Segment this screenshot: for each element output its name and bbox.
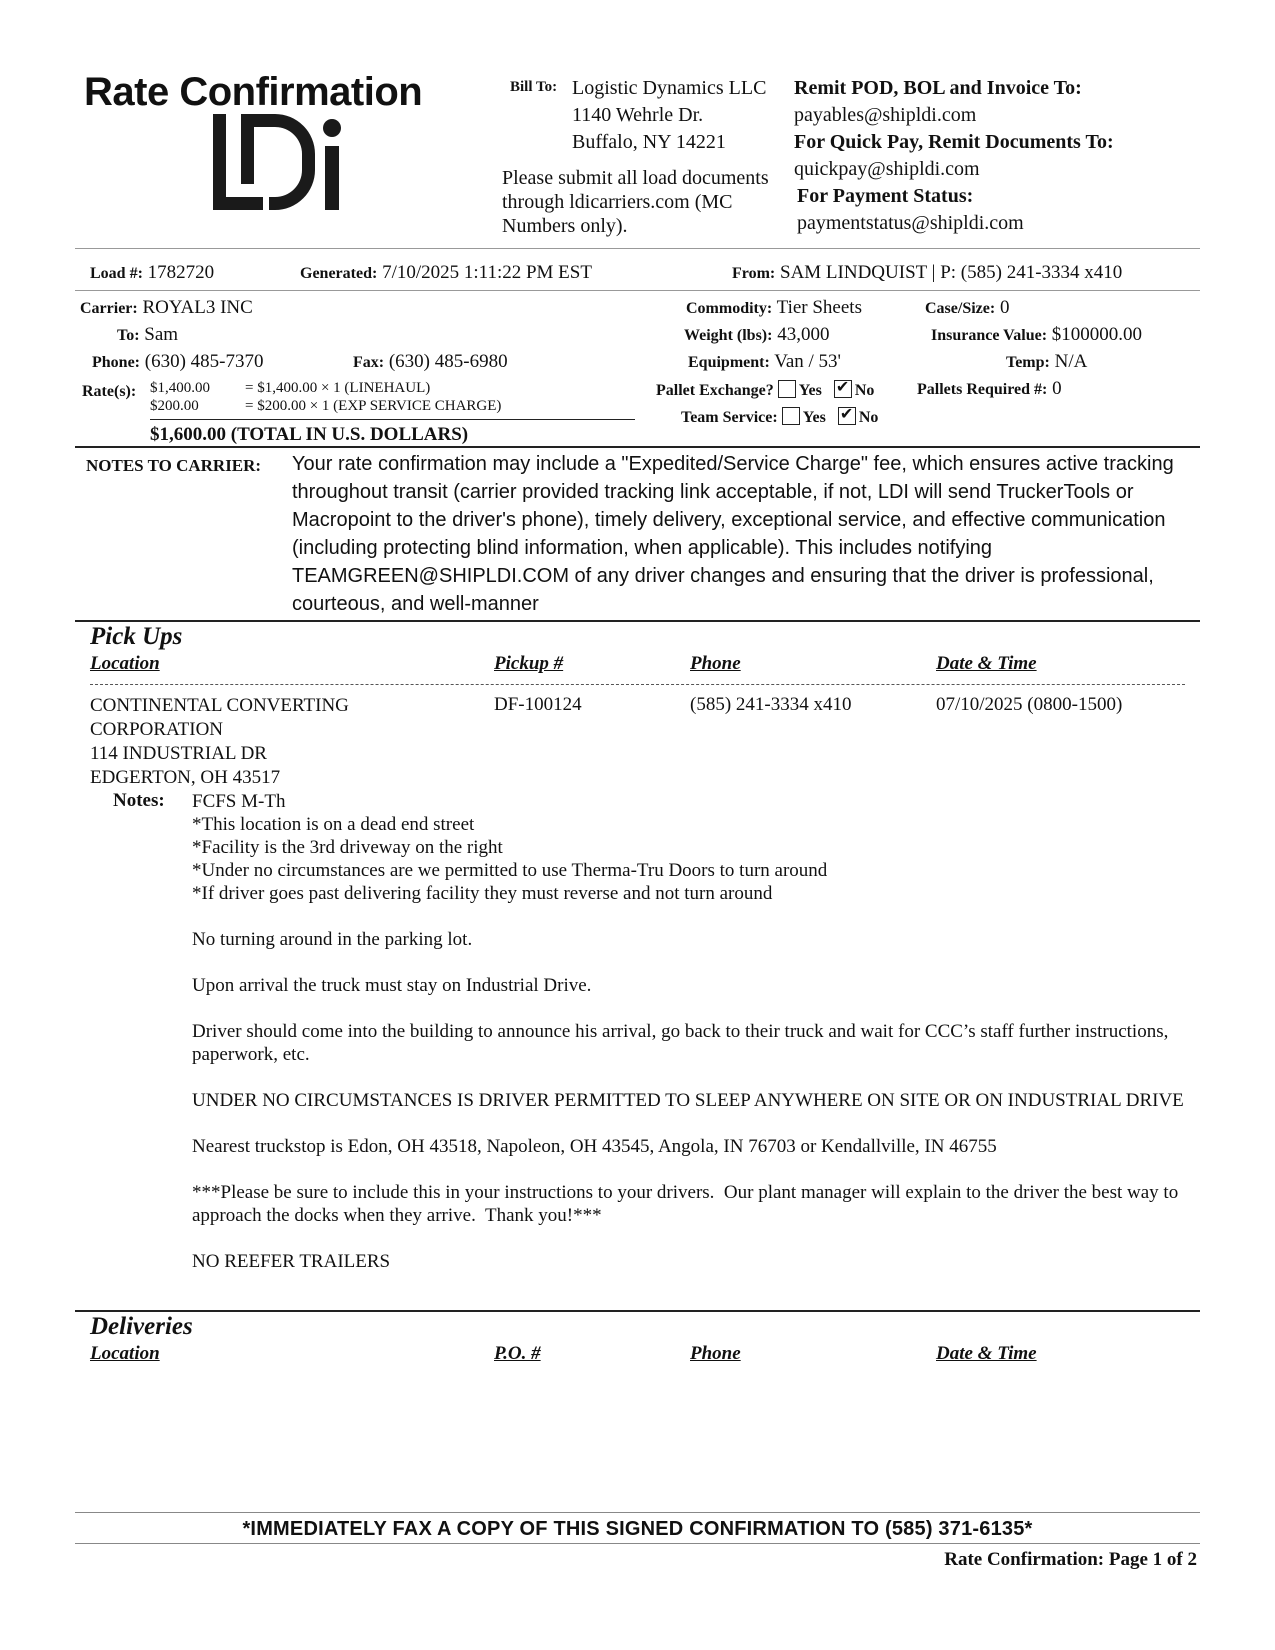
insurance-value: $100000.00 — [1051, 324, 1143, 345]
fax-instruction: *IMMEDIATELY FAX A COPY OF THIS SIGNED CONFIRMATION TO (585) 371-6135* — [242, 1518, 1033, 1540]
yes-label: Yes — [798, 382, 822, 399]
pallets-required-value: 0 — [1052, 378, 1062, 399]
pickup-notes: FCFS M-Th *This location is on a dead end street *Facility is the 3rd driveway on the right *Under no circumstances are we permitted to use Therma-Tru Doors to turn around *If driver goes past delivering facility they must reverse and not turn around No turning around in the parking lot. Upon arrival the truck must stay on Industrial Drive. Driver should come into the building to announce his arrival, go back to their truck and wait for CCC’s staff further instructions, paperwork, etc. UNDER NO CIRCUMSTANCES IS DRIVER PERMITTED TO SLEEP ANYWHERE ON SITE OR ON INDUSTRIAL DRIVE Nearest truckstop is Edon, OH 43518, Napoleon, OH 43545, Angola, IN 76703 or Kendallville, IN 46755 ***Please be sure to include this in your instructions to your drivers. Our plant manager will explain to the driver the best way to approach the docks when they arrive. Thank you!*** NO REEFER TRAILERS — [192, 791, 1184, 1272]
from-field — [732, 262, 1122, 284]
pickups-col-date: Date & Time — [936, 653, 1037, 674]
pallet-exchange-field — [656, 380, 874, 400]
temp-value: N/A — [1054, 351, 1088, 372]
fax-field — [353, 351, 508, 373]
commodity-label: Commodity: — [686, 300, 773, 317]
pickup-notes-label: Notes: — [113, 790, 165, 811]
divider — [75, 446, 1200, 448]
equipment-field — [688, 351, 841, 373]
load-label: Load #: — [90, 265, 143, 282]
bill-to-line: Buffalo, NY 14221 — [572, 131, 726, 153]
remit-heading: Remit POD, BOL and Invoice To: — [794, 77, 1082, 99]
divider — [75, 1543, 1200, 1544]
ldi-logo — [213, 114, 353, 210]
divider — [75, 1310, 1200, 1312]
team-service-field — [681, 407, 878, 427]
deliveries-col-po: P.O. # — [494, 1343, 541, 1364]
phone-field — [92, 351, 263, 373]
rate-amount: $1,400.00 — [150, 380, 210, 396]
divider — [75, 290, 1200, 291]
phone-label: Phone: — [92, 354, 140, 371]
pickup-phone: (585) 241-3334 x410 — [690, 694, 852, 715]
phone-value: (630) 485-7370 — [144, 351, 264, 372]
carrier-label: Carrier: — [80, 300, 138, 317]
submit-note: Please submit all load documents through ldicarriers.com (MC Numbers only). — [502, 167, 769, 237]
deliveries-col-phone: Phone — [690, 1343, 741, 1364]
pallets-required-label: Pallets Required #: — [917, 381, 1048, 398]
location-line: CONTINENTAL CONVERTING — [90, 695, 349, 716]
weight-value: 43,000 — [777, 324, 830, 345]
payment-status-heading: For Payment Status: — [797, 185, 974, 207]
location-line: 114 INDUSTRIAL DR — [90, 743, 267, 764]
temp-field — [1006, 351, 1087, 373]
rates-label: Rate(s): — [82, 383, 137, 400]
case-size-label: Case/Size: — [925, 300, 996, 317]
no-label: No — [858, 409, 879, 426]
remit-info — [794, 75, 1114, 237]
document-title: Rate Confirmation — [84, 70, 423, 114]
insurance-label: Insurance Value: — [931, 327, 1048, 344]
pickups-col-phone: Phone — [690, 653, 741, 674]
pallet-exchange-yes-checkbox[interactable] — [778, 380, 796, 398]
pickup-number: DF-100124 — [494, 694, 582, 715]
generated-value: 7/10/2025 1:11:22 PM EST — [382, 262, 592, 283]
page-number: Rate Confirmation: Page 1 of 2 — [944, 1549, 1197, 1570]
rate-description: = $1,400.00 × 1 (LINEHAUL) — [245, 380, 431, 396]
pickups-title: Pick Ups — [90, 623, 183, 650]
weight-label: Weight (lbs): — [684, 327, 773, 344]
from-value: SAM LINDQUIST | P: (585) 241-3334 x410 — [780, 262, 1123, 283]
to-label: To: — [117, 327, 140, 344]
notes-to-carrier-text: Your rate confirmation may include a "Expedited/Service Charge" fee, which ensures active tracking throughout transit (carrier provided tracking link acceptable, if not, LDI will send TruckerTools or Macropoint to the driver's phone), timely delivery, exceptional service, and effective communication (including protecting blind information, when applicable). This includes notifying TEAMGREEN@SHIPLDI.COM of any driver changes and ensuring that the driver is professional, courteous, and well-manner — [292, 453, 1174, 615]
insurance-field — [931, 324, 1142, 346]
quickpay-heading: For Quick Pay, Remit Documents To: — [794, 131, 1114, 153]
equipment-value: Van / 53' — [774, 351, 841, 372]
quickpay-email[interactable]: quickpay@shipldi.com — [794, 158, 980, 180]
bill-to-line: 1140 Wehrle Dr. — [572, 104, 704, 126]
divider — [75, 1512, 1200, 1513]
payment-status-email[interactable]: paymentstatus@shipldi.com — [797, 212, 1024, 234]
rate-description: = $200.00 × 1 (EXP SERVICE CHARGE) — [245, 398, 502, 414]
team-service-yes-checkbox[interactable] — [782, 407, 800, 425]
remit-email[interactable]: payables@shipldi.com — [794, 104, 977, 126]
generated-field — [300, 262, 592, 284]
case-size-value: 0 — [999, 297, 1010, 318]
bill-to-line: Logistic Dynamics LLC — [572, 77, 767, 99]
pickup-location — [90, 694, 470, 790]
deliveries-col-location: Location — [90, 1343, 160, 1364]
case-size-field — [925, 297, 1009, 319]
team-service-label: Team Service: — [681, 409, 778, 426]
total-rule — [150, 419, 635, 420]
temp-label: Temp: — [1006, 354, 1050, 371]
equipment-label: Equipment: — [688, 354, 770, 371]
load-number-field — [90, 262, 214, 284]
pallets-required-field — [917, 378, 1062, 400]
no-label: No — [854, 382, 875, 399]
deliveries-title: Deliveries — [90, 1313, 193, 1340]
fax-value: (630) 485-6980 — [388, 351, 508, 372]
rate-total: $1,600.00 (TOTAL IN U.S. DOLLARS) — [150, 424, 469, 445]
carrier-field — [80, 297, 253, 319]
pickup-date-time: 07/10/2025 (0800-1500) — [936, 694, 1123, 715]
fax-label: Fax: — [353, 354, 385, 371]
pallet-exchange-label: Pallet Exchange? — [656, 382, 774, 399]
divider — [75, 620, 1200, 622]
generated-label: Generated: — [300, 265, 378, 282]
to-value: Sam — [144, 324, 179, 345]
location-line: CORPORATION — [90, 719, 224, 740]
carrier-name: ROYAL3 INC — [142, 297, 253, 318]
team-service-no-checkbox[interactable] — [838, 407, 856, 425]
commodity-field — [686, 297, 862, 319]
weight-field — [684, 324, 829, 346]
pickups-col-pickup: Pickup # — [494, 653, 564, 674]
rate-amount: $200.00 — [150, 398, 199, 414]
load-number: 1782720 — [147, 262, 215, 283]
notes-to-carrier-label: NOTES TO CARRIER: — [86, 456, 262, 475]
divider — [75, 248, 1200, 249]
bill-to-address — [572, 75, 766, 156]
dashed-divider — [90, 684, 1185, 685]
yes-label: Yes — [802, 409, 826, 426]
commodity-value: Tier Sheets — [776, 297, 862, 318]
from-label: From: — [732, 265, 776, 282]
deliveries-col-date: Date & Time — [936, 1343, 1037, 1364]
pallet-exchange-no-checkbox[interactable] — [834, 380, 852, 398]
pickups-col-location: Location — [90, 653, 160, 674]
to-field — [117, 324, 178, 346]
bill-to-label: Bill To: — [510, 79, 558, 95]
location-line: EDGERTON, OH 43517 — [90, 767, 281, 788]
